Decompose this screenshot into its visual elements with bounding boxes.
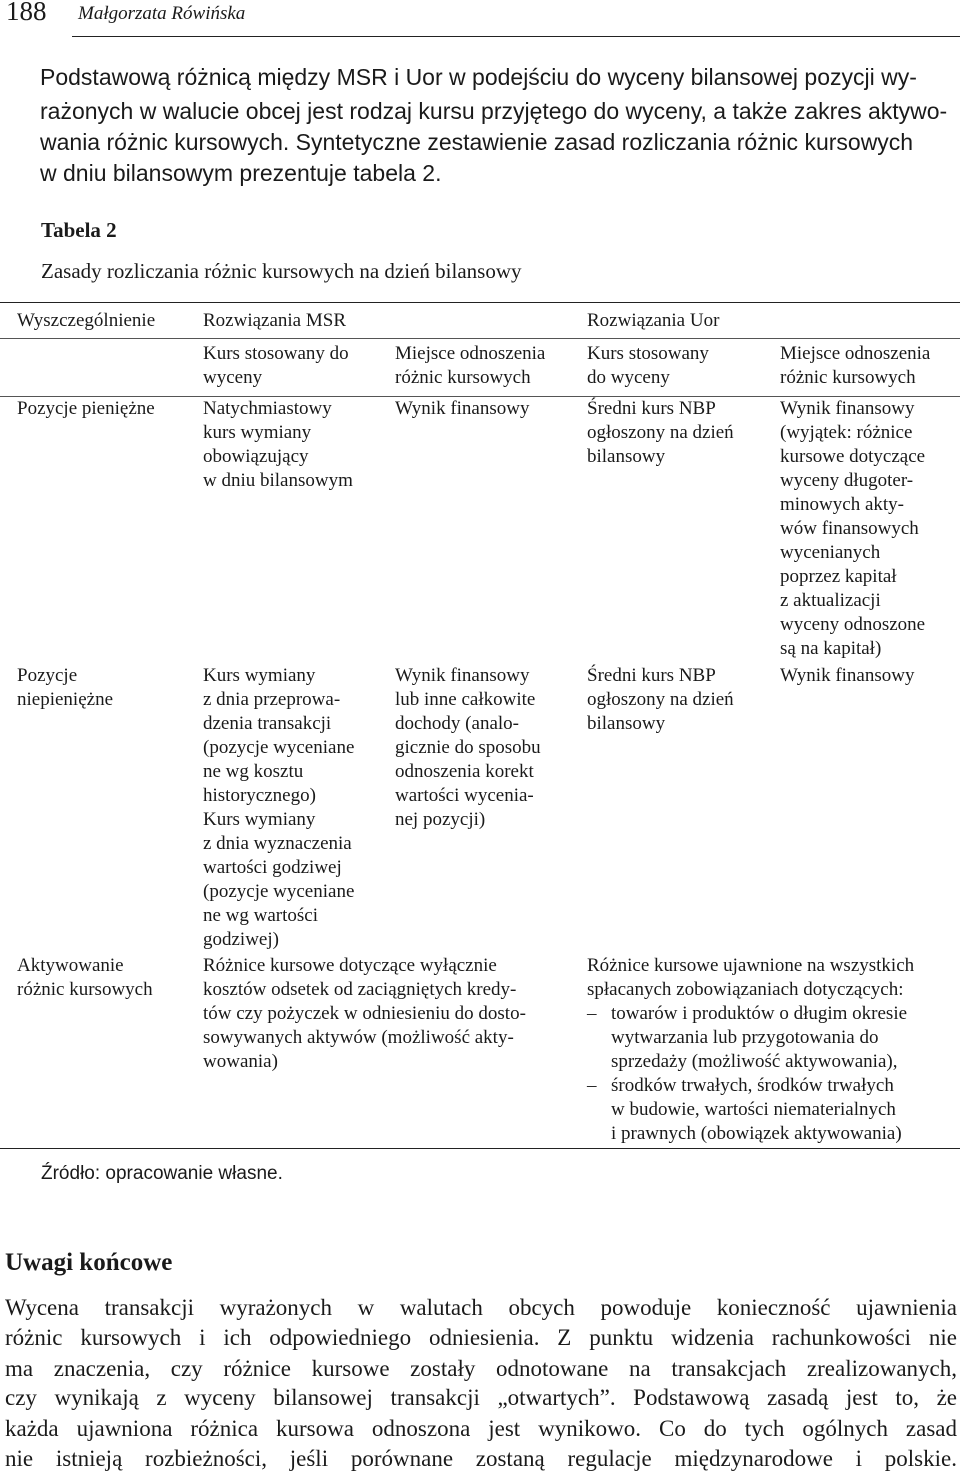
table-label: Tabela 2 bbox=[41, 218, 117, 242]
cell-aktywowanie-msr: Różnice kursowe dotyczące wyłącznie kosztów odsetek od zaciągniętych kredy- tów czy pożyczek w odniesieniu do dosto- sowywanych aktywów (możliwość akty- wowania) bbox=[203, 955, 526, 1072]
column-header-uor: Rozwiązania Uor bbox=[587, 310, 720, 331]
running-header-author: Małgorzata Rówińska bbox=[78, 3, 246, 24]
paragraph-line: ma znaczenia, czy różnice kursowe zostały odnotowane na transakcjach zrealizowanych, bbox=[5, 1356, 957, 1381]
column-header-wyszczegolnienie: Wyszczególnienie bbox=[17, 310, 156, 331]
paragraph-line: nie istnieją rozbieżności, jeśli porównane zostaną regulacje międzynarodowe i polskie. bbox=[5, 1446, 957, 1471]
paragraph-line: każda ujawniona różnica kursowa odnoszona jest wynikowo. Co do tych ogólnych zasad bbox=[5, 1416, 957, 1441]
intro-line: w dniu bilansowym prezentuje tabela 2. bbox=[40, 160, 442, 186]
cell-niepieniezne-uor-kurs: Średni kurs NBP ogłoszony na dzień bilansowy bbox=[587, 665, 734, 734]
table-title: Zasady rozliczania różnic kursowych na dzień bilansowy bbox=[41, 259, 522, 283]
subheader-msr-kurs: Kurs stosowany do wyceny bbox=[203, 343, 349, 388]
cell-pieniezne-msr-kurs: Natychmiastowy kurs wymiany obowiązujący w dniu bilansowym bbox=[203, 398, 353, 491]
table-top-rule bbox=[0, 302, 960, 303]
intro-line: rażonych w walucie obcej jest rodzaj kursu przyjętego do wyceny, a także zakres aktywo- bbox=[40, 98, 948, 124]
row-label-niepieniezne: Pozycje niepieniężne bbox=[17, 665, 114, 710]
cell-aktywowanie-uor: Różnice kursowe ujawnione na wszystkich spłacanych zobowiązaniach dotyczących: – towarów i produktów o długim okresie wytwarzania lub przygotowania do sprzedaży (możliwość aktywowania), – środków trwałych, środków trwałych w budowie, wartości niematerialnych i prawnych (obowiązek aktywowania) bbox=[587, 955, 915, 1144]
subheader-msr-miejsce: Miejsce odnoszenia różnic kursowych bbox=[395, 343, 546, 388]
intro-line: wania różnic kursowych. Syntetyczne zestawienie zasad rozliczania różnic kursowych bbox=[40, 129, 914, 155]
row-label-pieniezne: Pozycje pieniężne bbox=[17, 398, 155, 419]
table-source-note: Źródło: opracowanie własne. bbox=[41, 1163, 283, 1184]
cell-niepieniezne-msr-kurs: Kurs wymiany z dnia przeprowa- dzenia transakcji (pozycje wyceniane ne wg kosztu historycznego) Kurs wymiany z dnia wyznaczenia wartości godziwej (pozycje wyceniane ne wg wartości godziwej) bbox=[203, 665, 355, 950]
section-heading: Uwagi końcowe bbox=[5, 1249, 173, 1276]
table-header-rule bbox=[0, 338, 960, 339]
cell-pieniezne-uor-kurs: Średni kurs NBP ogłoszony na dzień bilansowy bbox=[587, 398, 734, 467]
page-number: 188 bbox=[6, 0, 47, 26]
cell-pieniezne-msr-miejsce: Wynik finansowy bbox=[395, 398, 530, 419]
subheader-uor-kurs: Kurs stosowany do wyceny bbox=[587, 343, 709, 388]
cell-niepieniezne-uor-miejsce: Wynik finansowy bbox=[780, 665, 915, 686]
header-rule bbox=[72, 36, 960, 37]
paragraph-line: czy wynikają z wyceny bilansowej transakcji „otwartych”. Podstawową zasadą jest to, że bbox=[5, 1385, 957, 1410]
paragraph-line: Wycena transakcji wyrażonych w walutach obcych powoduje konieczność ujawnienia bbox=[5, 1295, 957, 1320]
paragraph-line: różnic kursowych i ich odpowiedniego odniesienia. Z punktu widzenia rachunkowości nie bbox=[5, 1325, 957, 1350]
column-header-msr: Rozwiązania MSR bbox=[203, 310, 347, 331]
cell-pieniezne-uor-miejsce: Wynik finansowy (wyjątek: różnice kursowe dotyczące wyceny długoter- minowych akty- wów finansowych wycenianych poprzez kapitał z aktualizacji wyceny odnoszone są na kapitał) bbox=[780, 398, 926, 659]
cell-niepieniezne-msr-miejsce: Wynik finansowy lub inne całkowite dochody (analo- gicznie do sposobu odnoszenia korekt wartości wycenia- nej pozycji) bbox=[395, 665, 541, 830]
intro-line: Podstawową różnicą między MSR i Uor w podejściu do wyceny bilansowej pozycji wy- bbox=[40, 64, 917, 90]
row-label-aktywowanie: Aktywowanie różnic kursowych bbox=[17, 955, 153, 1000]
subheader-uor-miejsce: Miejsce odnoszenia różnic kursowych bbox=[780, 343, 931, 388]
table-bottom-rule bbox=[0, 1148, 960, 1149]
list-item: – towarów i produktów o długim okresie bbox=[587, 1003, 908, 1024]
list-item: – środków trwałych, środków trwałych bbox=[587, 1075, 894, 1096]
